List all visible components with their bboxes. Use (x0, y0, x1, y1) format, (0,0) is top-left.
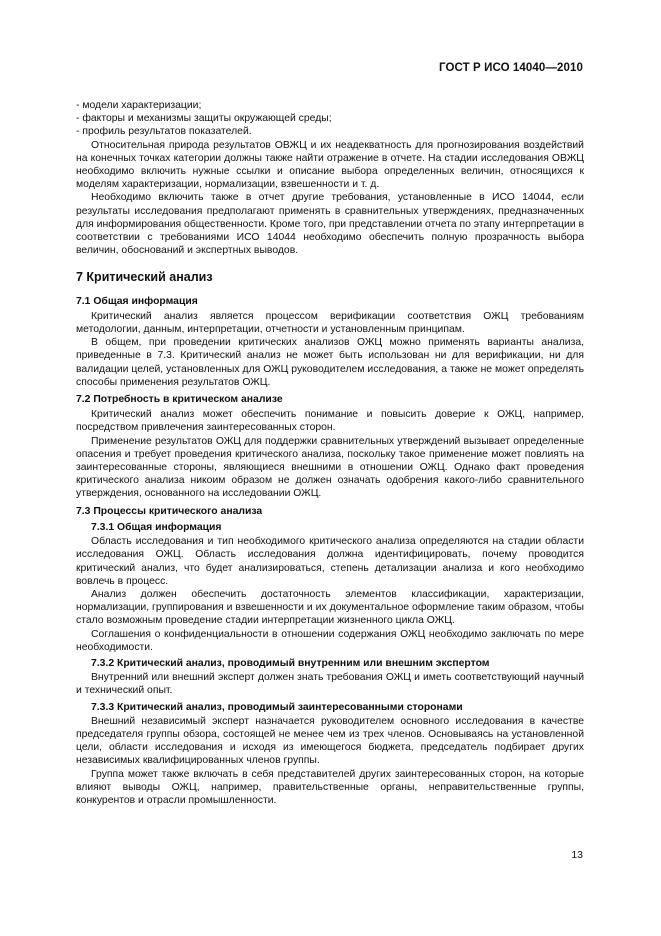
paragraph: Критический анализ может обеспечить понимание и повысить доверие к ОЖЦ, например, посредством привлечения заинтересованных сторон. (76, 409, 584, 434)
document-header: ГОСТ Р ИСО 14040—2010 (438, 62, 583, 74)
paragraph: Критический анализ является процессом верификации соответствия ОЖЦ требованиям методологии, данным, интерпретации, отчетности и установленным принципам. (76, 310, 584, 336)
section-heading-7-3-1: 7.3.1 Общая информация (91, 521, 222, 533)
paragraph: Необходимо включить также в отчет другие требования, установленные в ИСО 14044, если результаты исследования предполагают применять в сравнительных утверждениях, предназначенных для информирования общественности. Кроме того, при представлении отчета по этапу интерпретации в соответствии с требованиями ИСО 14044 необходимо обеспечить полную прозрачность выбора величин, обоснований и экспертных выводов. (76, 192, 584, 257)
paragraph: Группа может также включать в себя представителей других заинтересованных сторон, на которые влияют выводы ОЖЦ, например, правительственные органы, неправительственные группы, конкурентов и отрасли промышленности. (76, 768, 584, 806)
page-content (76, 99, 584, 807)
section-heading-7-3-2: 7.3.2 Критический анализ, проводимый внутренним или внешним экспертом (91, 657, 490, 669)
paragraph: Внешний независимый эксперт назначается руководителем основного исследования в качестве председателя группы обзора, состоящей не менее чем из трех членов. Основываясь на установленной цели, области исследования и исходя из имеющегося бюджета, председатель подбирает других независимых квалифицированных членов группы. (76, 715, 584, 767)
list-item: - модели характеризации; (76, 100, 202, 111)
paragraph: Область исследования и тип необходимого критического анализа определяются на стадии области исследования ОЖЦ. Область исследования должна идентифицировать, почему проводится критический анализ, что будет анализироваться, степень детализации анализа и кого необходимо вовлечь в процесс. (76, 536, 584, 587)
section-heading-7-2: 7.2 Потребность в критическом анализе (76, 394, 283, 406)
list-item: - профиль результатов показателей. (76, 126, 252, 138)
list-item: - факторы и механизмы защиты окружающей среды; (76, 113, 332, 125)
section-heading-7-3-3: 7.3.3 Критический анализ, проводимый заинтересованными сторонами (91, 701, 463, 713)
paragraph: Относительная природа результатов ОВЖЦ и их неадекватность для прогнозирования воздействий на конечных точках категории должны также найти отражение в отчете. На стадии исследования ОВЖЦ необходимо включить нужные ссылки и описание выбора определенных величин, относящихся к моделям характеризации, нормализации, взвешенности и т. д. (76, 139, 584, 191)
paragraph: Анализ должен обеспечить достаточность элементов классификации, характеризации, нормализации, группирования и взвешенности и их документальное оформление таким образом, чтобы стало возможным проведение стадии интерпретации жизненного цикла ОЖЦ. (76, 588, 584, 627)
paragraph: Внутренний или внешний эксперт должен знать требования ОЖЦ и иметь соответствующий научный и технический опыт. (76, 672, 584, 697)
section-heading-7: 7 Критический анализ (76, 270, 213, 285)
section-heading-7-3: 7.3 Процессы критического анализа (76, 505, 263, 517)
page-number: 13 (571, 849, 583, 861)
paragraph: Применение результатов ОЖЦ для поддержки сравнительных утверждений вызывает определенные опасения и требует проведения критического анализа, поскольку такое применение может повлиять на заинтересованные стороны, являющиеся внешними в отношении ОЖЦ. Однако факт проведения критического анализа никоим образом не должен означать одобрения какого-либо сравнительного утверждения, основанного на исследовании ОЖЦ. (76, 435, 584, 500)
paragraph: В общем, при проведении критических анализов ОЖЦ можно применять варианты анализа, приведенные в 7.3. Критический анализ не может быть использован ни для верификации, ни для валидации целей, установленных для ОЖЦ руководителем исследования, а также не может определять способы применения результатов ОЖЦ. (76, 337, 584, 388)
paragraph: Соглашения о конфиденциальности в отношении содержания ОЖЦ необходимо заключать по мере необходимости. (76, 628, 584, 653)
section-heading-7-1: 7.1 Общая информация (76, 295, 198, 307)
